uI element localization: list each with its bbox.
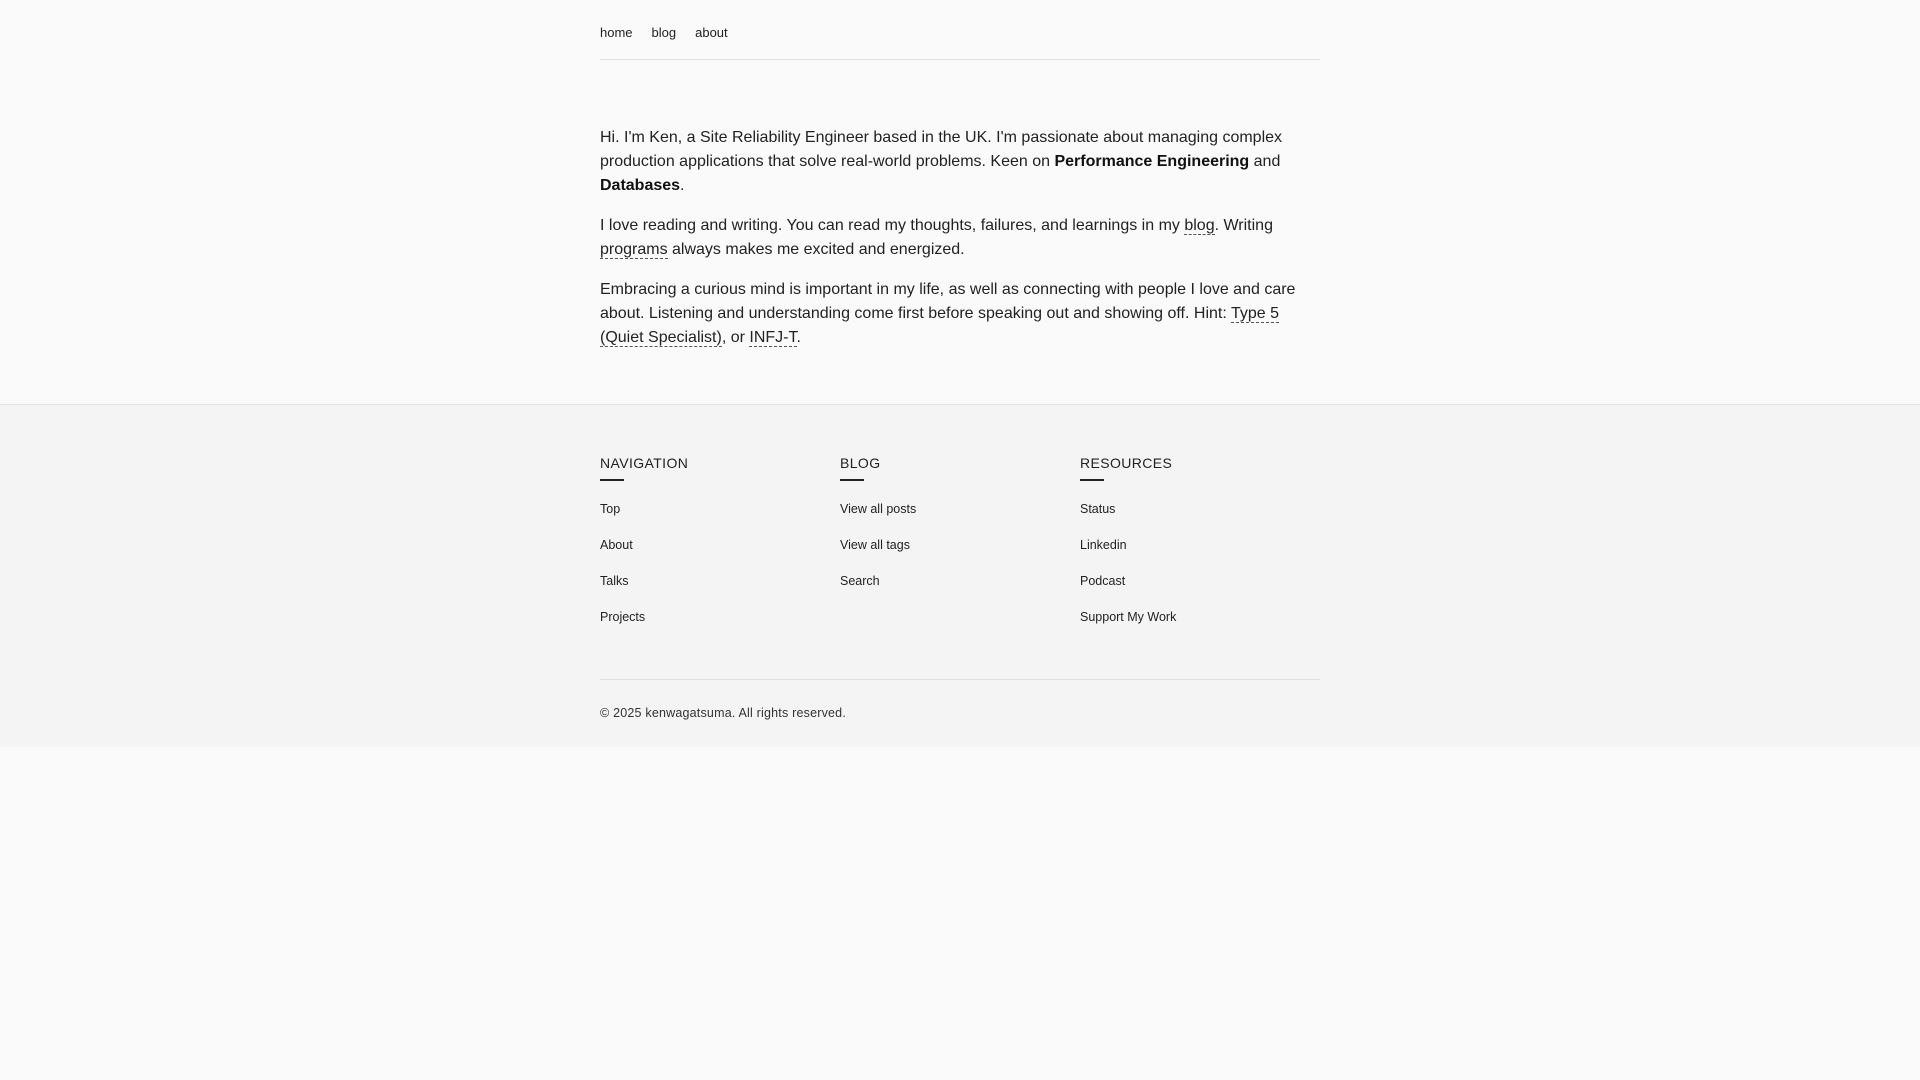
footer-columns bbox=[600, 405, 1320, 645]
blog-inline-link[interactable]: blog bbox=[1184, 217, 1215, 234]
intro-text: . bbox=[796, 329, 801, 346]
infjt-inline-link[interactable]: INFJ-T bbox=[749, 329, 797, 346]
footer-link-podcast[interactable]: Podcast bbox=[1080, 574, 1126, 588]
intro-text: I love reading and writing. You can read my thoughts, failures, and learnings in my bbox=[600, 217, 1185, 234]
type5-inline-link[interactable]: Type 5 (Quiet Specialist) bbox=[600, 305, 1279, 346]
footer-link-view-all-tags[interactable]: View all tags bbox=[840, 538, 910, 552]
intro-paragraph-1 bbox=[600, 126, 1320, 198]
footer-divider bbox=[600, 679, 1320, 680]
footer-link-projects[interactable]: Projects bbox=[600, 610, 646, 624]
performance-engineering-highlight: Performance Engineering bbox=[1054, 153, 1250, 170]
title-underline bbox=[600, 479, 624, 481]
footer-link-talks[interactable]: Talks bbox=[600, 574, 629, 588]
intro-text: and bbox=[1249, 153, 1281, 170]
footer-column-navigation bbox=[600, 455, 840, 645]
nav-about-link[interactable]: about bbox=[695, 25, 728, 40]
footer-column-blog bbox=[840, 455, 1080, 645]
nav-home-link[interactable]: home bbox=[600, 25, 633, 40]
footer-link-support-my-work[interactable]: Support My Work bbox=[1080, 610, 1177, 624]
footer-link-linkedin[interactable]: Linkedin bbox=[1080, 538, 1127, 552]
footer-link-about[interactable]: About bbox=[600, 538, 633, 552]
databases-highlight: Databases bbox=[600, 177, 681, 194]
title-underline bbox=[1080, 479, 1104, 481]
footer-link-status[interactable]: Status bbox=[1080, 502, 1116, 516]
footer-link-search[interactable]: Search bbox=[840, 574, 880, 588]
footer-column-title: RESOURCES bbox=[1080, 455, 1173, 471]
nav-blog-link[interactable]: blog bbox=[651, 25, 677, 40]
programs-inline-link[interactable]: programs bbox=[600, 241, 668, 258]
intro-text: . Writing bbox=[1214, 217, 1273, 234]
footer-column-resources bbox=[1080, 455, 1320, 645]
top-nav bbox=[600, 0, 1320, 60]
intro-text: , or bbox=[721, 329, 750, 346]
intro-text: always makes me excited and energized. bbox=[667, 241, 965, 258]
header bbox=[600, 0, 1320, 60]
copyright-text: © 2025 kenwagatsuma. All rights reserved. bbox=[600, 706, 847, 720]
intro-paragraph-3 bbox=[600, 278, 1320, 350]
title-underline bbox=[840, 479, 864, 481]
footer-link-view-all-posts[interactable]: View all posts bbox=[840, 502, 917, 516]
footer-column-title: BLOG bbox=[840, 455, 881, 471]
intro-text: . bbox=[680, 177, 685, 194]
intro-text: Embracing a curious mind is important in my life, as well as connecting with people I love and care about. Listening and understanding come first before speaking out and showing off. Hint: bbox=[600, 281, 1296, 322]
footer-column-title: NAVIGATION bbox=[600, 455, 689, 471]
intro-text: Hi. I'm Ken, a Site Reliability Engineer based in the UK. I'm passionate about managing complex production applications that solve real-world problems. Keen on bbox=[600, 129, 1283, 170]
intro-paragraph-2 bbox=[600, 214, 1320, 262]
intro-section bbox=[600, 60, 1320, 404]
site-footer bbox=[0, 404, 1920, 747]
footer-link-top[interactable]: Top bbox=[600, 502, 621, 516]
